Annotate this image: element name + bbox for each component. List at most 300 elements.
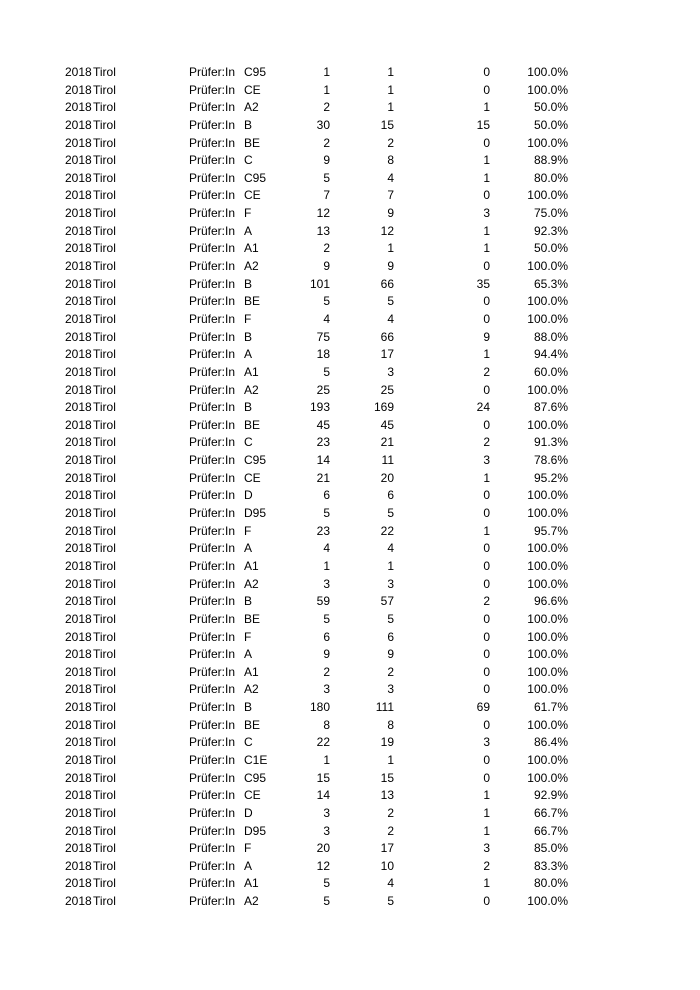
- region-cell: Tirol: [93, 82, 116, 97]
- passed-count-cell: 1: [387, 82, 394, 97]
- passed-count-cell: 21: [380, 435, 394, 450]
- license-class-cell: C95: [244, 770, 267, 785]
- license-class-cell: F: [244, 629, 252, 644]
- region-cell: Tirol: [93, 135, 116, 150]
- region-cell: Tirol: [93, 770, 116, 785]
- license-class-cell: A2: [244, 259, 259, 274]
- pass-rate-cell: 66.7%: [533, 805, 568, 820]
- year-cell: 2018: [65, 682, 92, 697]
- failed-count-cell: 0: [483, 682, 490, 697]
- license-class-cell: CE: [244, 470, 261, 485]
- table-row: [0, 505, 700, 523]
- region-cell: Tirol: [93, 823, 116, 838]
- region-cell: Tirol: [93, 311, 116, 326]
- year-cell: 2018: [65, 841, 92, 856]
- pass-rate-cell: 87.6%: [533, 400, 568, 415]
- passed-count-cell: 57: [380, 594, 394, 609]
- license-class-cell: A1: [244, 241, 259, 256]
- total-count-cell: 5: [323, 876, 330, 891]
- failed-count-cell: 0: [483, 717, 490, 732]
- year-cell: 2018: [65, 400, 92, 415]
- role-cell: Prüfer:In: [189, 788, 236, 803]
- pass-rate-cell: 91.3%: [533, 435, 568, 450]
- table-row: [0, 787, 700, 805]
- failed-count-cell: 1: [483, 470, 490, 485]
- pass-rate-cell: 95.2%: [533, 470, 568, 485]
- region-cell: Tirol: [93, 876, 116, 891]
- license-class-cell: A: [244, 223, 253, 238]
- table-row: [0, 858, 700, 876]
- role-cell: Prüfer:In: [189, 82, 236, 97]
- passed-count-cell: 45: [380, 417, 394, 432]
- failed-count-cell: 69: [476, 700, 490, 715]
- total-count-cell: 2: [323, 100, 330, 115]
- table-row: [0, 293, 700, 311]
- year-cell: 2018: [65, 153, 92, 168]
- total-count-cell: 30: [316, 117, 330, 132]
- pass-rate-cell: 65.3%: [533, 276, 568, 291]
- role-cell: Prüfer:In: [189, 752, 236, 767]
- table-row: [0, 382, 700, 400]
- year-cell: 2018: [65, 259, 92, 274]
- role-cell: Prüfer:In: [189, 382, 236, 397]
- pass-rate-cell: 60.0%: [533, 364, 568, 379]
- region-cell: Tirol: [93, 788, 116, 803]
- year-cell: 2018: [65, 100, 92, 115]
- role-cell: Prüfer:In: [189, 647, 236, 662]
- license-class-cell: A2: [244, 100, 259, 115]
- passed-count-cell: 7: [387, 188, 394, 203]
- passed-count-cell: 1: [387, 752, 394, 767]
- total-count-cell: 75: [316, 329, 330, 344]
- license-class-cell: A1: [244, 876, 259, 891]
- table-row: [0, 329, 700, 347]
- table-row: [0, 364, 700, 382]
- region-cell: Tirol: [93, 700, 116, 715]
- role-cell: Prüfer:In: [189, 65, 236, 79]
- total-count-cell: 22: [316, 735, 330, 750]
- passed-count-cell: 66: [380, 329, 394, 344]
- year-cell: 2018: [65, 823, 92, 838]
- pass-rate-cell: 100.0%: [527, 417, 568, 432]
- year-cell: 2018: [65, 117, 92, 132]
- role-cell: Prüfer:In: [189, 805, 236, 820]
- role-cell: Prüfer:In: [189, 735, 236, 750]
- region-cell: Tirol: [93, 400, 116, 415]
- table-row: [0, 523, 700, 541]
- table-row: [0, 558, 700, 576]
- failed-count-cell: 1: [483, 241, 490, 256]
- year-cell: 2018: [65, 417, 92, 432]
- passed-count-cell: 5: [387, 611, 394, 626]
- pass-rate-cell: 100.0%: [527, 647, 568, 662]
- total-count-cell: 12: [316, 206, 330, 221]
- license-class-cell: C95: [244, 170, 267, 185]
- table-row: [0, 223, 700, 241]
- total-count-cell: 180: [309, 700, 330, 715]
- region-cell: Tirol: [93, 541, 116, 556]
- failed-count-cell: 35: [476, 276, 490, 291]
- total-count-cell: 23: [316, 523, 330, 538]
- failed-count-cell: 1: [483, 788, 490, 803]
- pass-rate-cell: 61.7%: [533, 700, 568, 715]
- pass-rate-cell: 92.9%: [533, 788, 568, 803]
- passed-count-cell: 3: [387, 682, 394, 697]
- passed-count-cell: 25: [380, 382, 394, 397]
- table-row: [0, 64, 700, 82]
- table-row: [0, 752, 700, 770]
- failed-count-cell: 0: [483, 576, 490, 591]
- total-count-cell: 2: [323, 241, 330, 256]
- pass-rate-cell: 100.0%: [527, 135, 568, 150]
- year-cell: 2018: [65, 382, 92, 397]
- role-cell: Prüfer:In: [189, 135, 236, 150]
- total-count-cell: 1: [323, 82, 330, 97]
- total-count-cell: 6: [323, 629, 330, 644]
- failed-count-cell: 15: [476, 117, 490, 132]
- region-cell: Tirol: [93, 629, 116, 644]
- region-cell: Tirol: [93, 259, 116, 274]
- role-cell: Prüfer:In: [189, 276, 236, 291]
- failed-count-cell: 0: [483, 488, 490, 503]
- role-cell: Prüfer:In: [189, 329, 236, 344]
- role-cell: Prüfer:In: [189, 117, 236, 132]
- region-cell: Tirol: [93, 347, 116, 362]
- passed-count-cell: 111: [375, 700, 394, 715]
- table-row: [0, 840, 700, 858]
- license-class-cell: D: [244, 805, 253, 820]
- table-row: [0, 487, 700, 505]
- role-cell: Prüfer:In: [189, 311, 236, 326]
- pass-rate-cell: 66.7%: [533, 823, 568, 838]
- table-row: [0, 311, 700, 329]
- table-row: [0, 276, 700, 294]
- region-cell: Tirol: [93, 417, 116, 432]
- table-row: [0, 399, 700, 417]
- passed-count-cell: 15: [380, 770, 394, 785]
- pass-rate-cell: 80.0%: [533, 170, 568, 185]
- year-cell: 2018: [65, 170, 92, 185]
- year-cell: 2018: [65, 364, 92, 379]
- pass-rate-cell: 88.9%: [533, 153, 568, 168]
- region-cell: Tirol: [93, 576, 116, 591]
- region-cell: Tirol: [93, 276, 116, 291]
- table-row: [0, 805, 700, 823]
- passed-count-cell: 1: [387, 558, 394, 573]
- table-row: [0, 452, 700, 470]
- passed-count-cell: 11: [381, 453, 394, 468]
- pass-rate-cell: 86.4%: [533, 735, 568, 750]
- year-cell: 2018: [65, 805, 92, 820]
- year-cell: 2018: [65, 717, 92, 732]
- pass-rate-cell: 100.0%: [527, 894, 568, 909]
- failed-count-cell: 1: [483, 805, 490, 820]
- role-cell: Prüfer:In: [189, 541, 236, 556]
- role-cell: Prüfer:In: [189, 453, 236, 468]
- failed-count-cell: 0: [483, 629, 490, 644]
- license-class-cell: BE: [244, 294, 261, 309]
- pass-rate-cell: 100.0%: [527, 752, 568, 767]
- total-count-cell: 1: [323, 752, 330, 767]
- license-class-cell: B: [244, 700, 253, 715]
- year-cell: 2018: [65, 700, 92, 715]
- total-count-cell: 5: [323, 294, 330, 309]
- role-cell: Prüfer:In: [189, 400, 236, 415]
- region-cell: Tirol: [93, 382, 116, 397]
- table-row: [0, 893, 700, 911]
- license-class-cell: D95: [244, 823, 267, 838]
- year-cell: 2018: [65, 188, 92, 203]
- license-class-cell: CE: [244, 82, 261, 97]
- failed-count-cell: 0: [483, 65, 490, 79]
- year-cell: 2018: [65, 770, 92, 785]
- table-row: [0, 346, 700, 364]
- total-count-cell: 4: [323, 541, 330, 556]
- license-class-cell: BE: [244, 611, 261, 626]
- license-class-cell: B: [244, 400, 253, 415]
- region-cell: Tirol: [93, 188, 116, 203]
- year-cell: 2018: [65, 223, 92, 238]
- role-cell: Prüfer:In: [189, 594, 236, 609]
- pass-rate-cell: 100.0%: [527, 558, 568, 573]
- pass-rate-cell: 100.0%: [527, 294, 568, 309]
- region-cell: Tirol: [93, 682, 116, 697]
- license-class-cell: F: [244, 311, 252, 326]
- role-cell: Prüfer:In: [189, 823, 236, 838]
- year-cell: 2018: [65, 611, 92, 626]
- total-count-cell: 59: [316, 594, 330, 609]
- year-cell: 2018: [65, 82, 92, 97]
- failed-count-cell: 1: [483, 823, 490, 838]
- total-count-cell: 5: [323, 170, 330, 185]
- role-cell: Prüfer:In: [189, 558, 236, 573]
- role-cell: Prüfer:In: [189, 364, 236, 379]
- passed-count-cell: 9: [387, 259, 394, 274]
- year-cell: 2018: [65, 488, 92, 503]
- total-count-cell: 101: [309, 276, 330, 291]
- role-cell: Prüfer:In: [189, 841, 236, 856]
- pass-rate-cell: 100.0%: [527, 611, 568, 626]
- year-cell: 2018: [65, 311, 92, 326]
- role-cell: Prüfer:In: [189, 170, 236, 185]
- passed-count-cell: 10: [380, 858, 394, 873]
- pass-rate-cell: 100.0%: [527, 770, 568, 785]
- year-cell: 2018: [65, 576, 92, 591]
- license-class-cell: F: [244, 523, 252, 538]
- table-row: [0, 434, 700, 452]
- total-count-cell: 9: [323, 647, 330, 662]
- region-cell: Tirol: [93, 329, 116, 344]
- year-cell: 2018: [65, 206, 92, 221]
- table-row: [0, 681, 700, 699]
- license-class-cell: C1E: [244, 752, 268, 767]
- pass-rate-cell: 100.0%: [527, 65, 568, 79]
- pass-rate-cell: 85.0%: [533, 841, 568, 856]
- failed-count-cell: 0: [483, 752, 490, 767]
- year-cell: 2018: [65, 523, 92, 538]
- license-class-cell: C: [244, 153, 253, 168]
- failed-count-cell: 3: [483, 841, 490, 856]
- region-cell: Tirol: [93, 506, 116, 521]
- license-class-cell: D: [244, 488, 253, 503]
- region-cell: Tirol: [93, 241, 116, 256]
- passed-count-cell: 169: [373, 400, 394, 415]
- role-cell: Prüfer:In: [189, 417, 236, 432]
- year-cell: 2018: [65, 453, 92, 468]
- region-cell: Tirol: [93, 100, 116, 115]
- failed-count-cell: 0: [483, 770, 490, 785]
- table-row: [0, 770, 700, 788]
- failed-count-cell: 1: [483, 170, 490, 185]
- passed-count-cell: 5: [387, 506, 394, 521]
- pass-rate-cell: 88.0%: [533, 329, 568, 344]
- failed-count-cell: 0: [483, 894, 490, 909]
- region-cell: Tirol: [93, 841, 116, 856]
- pass-rate-cell: 80.0%: [533, 876, 568, 891]
- total-count-cell: 5: [323, 364, 330, 379]
- failed-count-cell: 24: [476, 400, 490, 415]
- total-count-cell: 193: [309, 400, 330, 415]
- passed-count-cell: 12: [380, 223, 394, 238]
- license-class-cell: B: [244, 594, 253, 609]
- pass-rate-cell: 50.0%: [533, 241, 568, 256]
- table-row: [0, 99, 700, 117]
- year-cell: 2018: [65, 329, 92, 344]
- total-count-cell: 5: [323, 894, 330, 909]
- region-cell: Tirol: [93, 294, 116, 309]
- pass-rate-cell: 94.4%: [533, 347, 568, 362]
- region-cell: Tirol: [93, 170, 116, 185]
- total-count-cell: 8: [323, 717, 330, 732]
- failed-count-cell: 0: [483, 311, 490, 326]
- role-cell: Prüfer:In: [189, 894, 236, 909]
- license-class-cell: B: [244, 276, 253, 291]
- total-count-cell: 9: [323, 259, 330, 274]
- pass-rate-cell: 100.0%: [527, 259, 568, 274]
- year-cell: 2018: [65, 858, 92, 873]
- failed-count-cell: 0: [483, 611, 490, 626]
- table-row: [0, 82, 700, 100]
- region-cell: Tirol: [93, 470, 116, 485]
- passed-count-cell: 5: [387, 294, 394, 309]
- role-cell: Prüfer:In: [189, 294, 236, 309]
- passed-count-cell: 2: [387, 664, 394, 679]
- role-cell: Prüfer:In: [189, 100, 236, 115]
- year-cell: 2018: [65, 65, 92, 79]
- role-cell: Prüfer:In: [189, 700, 236, 715]
- total-count-cell: 9: [323, 153, 330, 168]
- total-count-cell: 23: [316, 435, 330, 450]
- failed-count-cell: 1: [483, 347, 490, 362]
- year-cell: 2018: [65, 647, 92, 662]
- region-cell: Tirol: [93, 153, 116, 168]
- failed-count-cell: 0: [483, 558, 490, 573]
- failed-count-cell: 1: [483, 100, 490, 115]
- role-cell: Prüfer:In: [189, 611, 236, 626]
- region-cell: Tirol: [93, 523, 116, 538]
- passed-count-cell: 17: [380, 347, 394, 362]
- license-class-cell: C: [244, 735, 253, 750]
- total-count-cell: 21: [316, 470, 330, 485]
- total-count-cell: 5: [323, 611, 330, 626]
- table-row: [0, 699, 700, 717]
- role-cell: Prüfer:In: [189, 876, 236, 891]
- table-row: [0, 135, 700, 153]
- pass-rate-cell: 78.6%: [533, 453, 568, 468]
- role-cell: Prüfer:In: [189, 188, 236, 203]
- license-class-cell: A2: [244, 382, 259, 397]
- table-row: [0, 152, 700, 170]
- failed-count-cell: 0: [483, 82, 490, 97]
- table-row: [0, 417, 700, 435]
- pass-rate-cell: 100.0%: [527, 382, 568, 397]
- year-cell: 2018: [65, 735, 92, 750]
- failed-count-cell: 2: [483, 364, 490, 379]
- table-row: [0, 540, 700, 558]
- passed-count-cell: 1: [387, 241, 394, 256]
- total-count-cell: 14: [316, 453, 330, 468]
- total-count-cell: 15: [316, 770, 330, 785]
- passed-count-cell: 6: [387, 629, 394, 644]
- table-row: [0, 240, 700, 258]
- role-cell: Prüfer:In: [189, 488, 236, 503]
- region-cell: Tirol: [93, 206, 116, 221]
- year-cell: 2018: [65, 558, 92, 573]
- year-cell: 2018: [65, 506, 92, 521]
- pass-rate-cell: 92.3%: [533, 223, 568, 238]
- pass-rate-cell: 100.0%: [527, 576, 568, 591]
- passed-count-cell: 8: [387, 717, 394, 732]
- year-cell: 2018: [65, 541, 92, 556]
- year-cell: 2018: [65, 276, 92, 291]
- passed-count-cell: 20: [380, 470, 394, 485]
- passed-count-cell: 3: [387, 576, 394, 591]
- license-class-cell: A: [244, 347, 253, 362]
- license-class-cell: BE: [244, 717, 261, 732]
- failed-count-cell: 1: [483, 876, 490, 891]
- year-cell: 2018: [65, 594, 92, 609]
- table-row: [0, 734, 700, 752]
- total-count-cell: 5: [323, 506, 330, 521]
- license-class-cell: C95: [244, 65, 267, 79]
- year-cell: 2018: [65, 788, 92, 803]
- table-row: [0, 646, 700, 664]
- license-class-cell: BE: [244, 135, 261, 150]
- passed-count-cell: 4: [387, 311, 394, 326]
- total-count-cell: 2: [323, 664, 330, 679]
- region-cell: Tirol: [93, 664, 116, 679]
- pass-rate-cell: 96.6%: [533, 594, 568, 609]
- role-cell: Prüfer:In: [189, 629, 236, 644]
- pass-rate-cell: 50.0%: [533, 117, 568, 132]
- role-cell: Prüfer:In: [189, 506, 236, 521]
- role-cell: Prüfer:In: [189, 682, 236, 697]
- role-cell: Prüfer:In: [189, 523, 236, 538]
- pass-rate-cell: 83.3%: [533, 858, 568, 873]
- year-cell: 2018: [65, 347, 92, 362]
- license-class-cell: F: [244, 841, 252, 856]
- pass-rate-cell: 100.0%: [527, 664, 568, 679]
- license-class-cell: CE: [244, 188, 261, 203]
- region-cell: Tirol: [93, 805, 116, 820]
- pass-rate-cell: 100.0%: [527, 541, 568, 556]
- region-cell: Tirol: [93, 735, 116, 750]
- passed-count-cell: 4: [387, 170, 394, 185]
- license-class-cell: A1: [244, 558, 259, 573]
- table-row: [0, 117, 700, 135]
- passed-count-cell: 2: [387, 823, 394, 838]
- passed-count-cell: 9: [387, 647, 394, 662]
